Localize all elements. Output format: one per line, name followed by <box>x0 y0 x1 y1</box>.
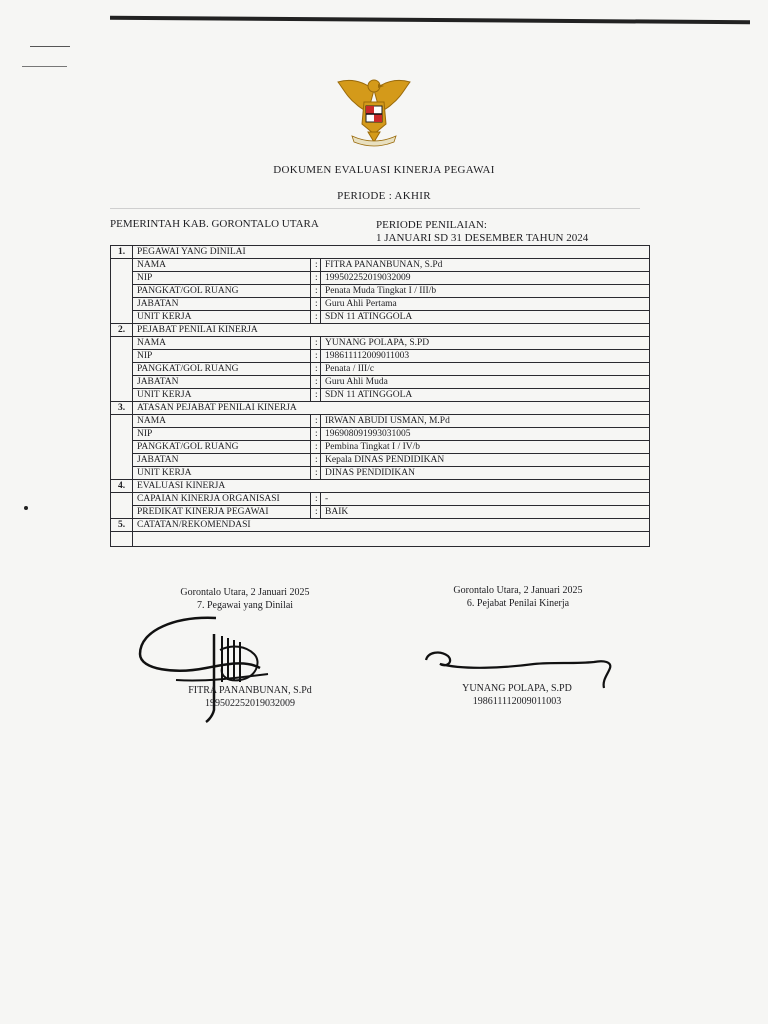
signer-nip: 198611112009011003 <box>472 696 562 707</box>
scan-mark <box>30 46 70 47</box>
section-header <box>111 402 650 415</box>
row-value: Kepala DINAS PENDIDIKAN <box>321 454 650 467</box>
table-row: NAMA : YUNANG POLAPA, S.PD <box>111 337 650 350</box>
table-row: UNIT KERJA : SDN 11 ATINGGOLA <box>111 311 650 324</box>
signer-role: 6. Pejabat Penilai Kinerja <box>466 598 570 609</box>
scan-edge <box>110 16 750 24</box>
section-number: 4. <box>111 480 133 493</box>
row-value: - <box>321 493 650 506</box>
section-number: 2. <box>111 324 133 337</box>
row-label: NIP <box>133 272 311 285</box>
signer-role: 7. Pegawai yang Dinilai <box>196 600 294 611</box>
table-row: NIP : 199502252019032009 <box>111 272 650 285</box>
institution-name: PEMERINTAH KAB. GORONTALO UTARA <box>110 218 319 230</box>
row-value: Penata / III/c <box>321 363 650 376</box>
assessment-period-value: 1 JANUARI SD 31 DESEMBER TAHUN 2024 <box>376 232 589 244</box>
signer-right-identity <box>432 682 602 708</box>
row-value: SDN 11 ATINGGOLA <box>321 389 650 402</box>
section-number: 3. <box>111 402 133 415</box>
row-value: SDN 11 ATINGGOLA <box>321 311 650 324</box>
section-header <box>111 324 650 337</box>
section-title: EVALUASI KINERJA <box>133 480 650 493</box>
document-period: PERIODE : AKHIR <box>337 190 431 202</box>
table-row: JABATAN : Kepala DINAS PENDIDIKAN <box>111 454 650 467</box>
row-label: PREDIKAT KINERJA PEGAWAI <box>133 506 311 519</box>
signer-nip: 199502252019032009 <box>205 698 295 709</box>
row-label: UNIT KERJA <box>133 389 311 402</box>
section-title: ATASAN PEJABAT PENILAI KINERJA <box>133 402 650 415</box>
row-value: 199502252019032009 <box>321 272 650 285</box>
signer-name: FITRA PANANBUNAN, S.Pd <box>188 685 312 696</box>
row-label: JABATAN <box>133 376 311 389</box>
table-row: JABATAN : Guru Ahli Muda <box>111 376 650 389</box>
row-label: UNIT KERJA <box>133 311 311 324</box>
section-title: CATATAN/REKOMENDASI <box>133 519 650 532</box>
row-value: BAIK <box>321 506 650 519</box>
row-value: DINAS PENDIDIKAN <box>321 467 650 480</box>
assessment-period-label: PERIODE PENILAIAN: <box>376 219 487 231</box>
evaluation-table <box>110 245 650 547</box>
scan-mark <box>22 66 67 67</box>
table-row: JABATAN : Guru Ahli Pertama <box>111 298 650 311</box>
row-label: NIP <box>133 428 311 441</box>
row-label: NAMA <box>133 415 311 428</box>
signer-name: YUNANG POLAPA, S.PD <box>462 683 572 694</box>
row-label: PANGKAT/GOL RUANG <box>133 441 311 454</box>
section-number: 5. <box>111 519 133 532</box>
signer-left-identity <box>170 684 330 710</box>
row-value: FITRA PANANBUNAN, S.Pd <box>321 259 650 272</box>
section-number: 1. <box>111 246 133 259</box>
garuda-emblem-icon <box>334 72 414 150</box>
table-row: UNIT KERJA : DINAS PENDIDIKAN <box>111 467 650 480</box>
row-label: PANGKAT/GOL RUANG <box>133 285 311 298</box>
row-label: PANGKAT/GOL RUANG <box>133 363 311 376</box>
row-value: IRWAN ABUDI USMAN, M.Pd <box>321 415 650 428</box>
row-value: Guru Ahli Muda <box>321 376 650 389</box>
signature-left-header <box>150 586 340 612</box>
notes-row <box>111 532 650 547</box>
divider <box>110 208 640 209</box>
section-header <box>111 519 650 532</box>
section-title: PEJABAT PENILAI KINERJA <box>133 324 650 337</box>
table-row: NIP : 196908091993031005 <box>111 428 650 441</box>
table-row: CAPAIAN KINERJA ORGANISASI : - <box>111 493 650 506</box>
place-date: Gorontalo Utara, 2 Januari 2025 <box>180 587 310 598</box>
assessment-period <box>376 219 588 245</box>
signature-right-header <box>418 584 618 610</box>
row-value: Guru Ahli Pertama <box>321 298 650 311</box>
place-date: Gorontalo Utara, 2 Januari 2025 <box>453 585 583 596</box>
row-label: JABATAN <box>133 298 311 311</box>
row-label: JABATAN <box>133 454 311 467</box>
section-title: PEGAWAI YANG DINILAI <box>133 246 650 259</box>
row-label: CAPAIAN KINERJA ORGANISASI <box>133 493 311 506</box>
row-value: Pembina Tingkat I / IV/b <box>321 441 650 454</box>
row-label: NAMA <box>133 337 311 350</box>
section-header <box>111 480 650 493</box>
row-label: UNIT KERJA <box>133 467 311 480</box>
table-row: PANGKAT/GOL RUANG : Pembina Tingkat I / IV/b <box>111 441 650 454</box>
row-value: Penata Muda Tingkat I / III/b <box>321 285 650 298</box>
table-row: UNIT KERJA : SDN 11 ATINGGOLA <box>111 389 650 402</box>
row-value: 196908091993031005 <box>321 428 650 441</box>
table-row: NAMA : IRWAN ABUDI USMAN, M.Pd <box>111 415 650 428</box>
section-header <box>111 246 650 259</box>
row-value: 198611112009011003 <box>321 350 650 363</box>
scan-dot <box>24 506 28 510</box>
table-row: PREDIKAT KINERJA PEGAWAI : BAIK <box>111 506 650 519</box>
table-row: NIP : 198611112009011003 <box>111 350 650 363</box>
row-value: YUNANG POLAPA, S.PD <box>321 337 650 350</box>
row-label: NIP <box>133 350 311 363</box>
table-row: PANGKAT/GOL RUANG : Penata / III/c <box>111 363 650 376</box>
document-title: DOKUMEN EVALUASI KINERJA PEGAWAI <box>273 164 495 176</box>
table-row: PANGKAT/GOL RUANG : Penata Muda Tingkat I / III/b <box>111 285 650 298</box>
row-label: NAMA <box>133 259 311 272</box>
notes-content <box>133 532 650 547</box>
table-row: NAMA : FITRA PANANBUNAN, S.Pd <box>111 259 650 272</box>
